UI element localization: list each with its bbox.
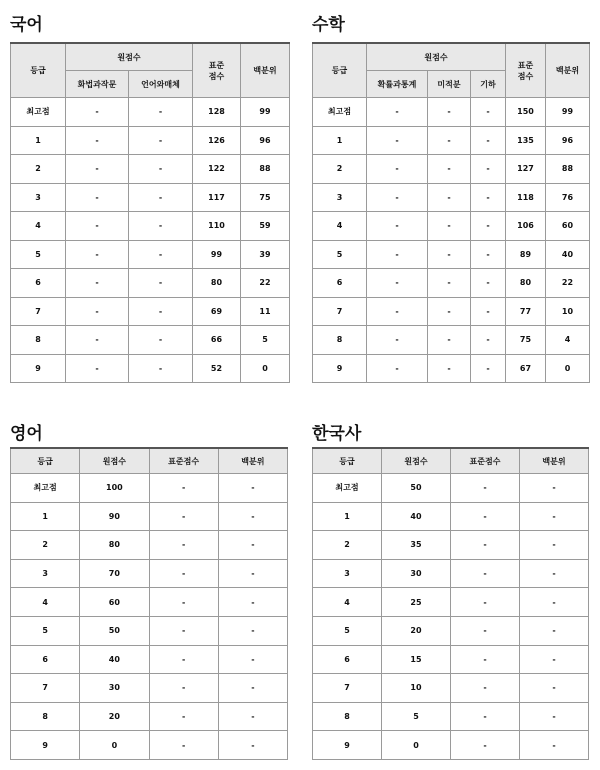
table-cell: 117 xyxy=(193,183,241,212)
table-cell: 0 xyxy=(241,354,290,383)
table-cell: - xyxy=(471,155,506,184)
table-cell: - xyxy=(428,240,471,269)
table-row xyxy=(11,531,288,560)
table-cell: - xyxy=(471,98,506,127)
table-cell: - xyxy=(428,183,471,212)
table-cell: - xyxy=(428,269,471,298)
korean-title: 국어 xyxy=(10,15,43,35)
table-cell: 70 xyxy=(80,559,149,588)
grade-cell: 9 xyxy=(11,354,66,383)
table-row xyxy=(313,474,589,503)
header-pct: 백분위 xyxy=(546,43,590,98)
table-cell: 59 xyxy=(241,212,290,241)
table-row xyxy=(313,645,589,674)
table-row xyxy=(313,674,589,703)
table-row xyxy=(313,326,590,355)
table-cell: - xyxy=(451,702,520,731)
table-cell: - xyxy=(520,731,589,760)
table-row xyxy=(313,531,589,560)
table-cell: 22 xyxy=(546,269,590,298)
table-cell: - xyxy=(367,297,428,326)
header-std: 표준점수 xyxy=(451,448,520,474)
table-cell: - xyxy=(367,183,428,212)
table-cell: - xyxy=(149,474,218,503)
grade-cell: 7 xyxy=(11,674,80,703)
header-sub: 화법과작문 xyxy=(66,71,129,98)
header-sub: 언어와매체 xyxy=(129,71,193,98)
table-cell: 75 xyxy=(241,183,290,212)
table-cell: - xyxy=(129,297,193,326)
table-cell: - xyxy=(520,531,589,560)
table-cell: 10 xyxy=(546,297,590,326)
header-pct: 백분위 xyxy=(241,43,290,98)
table-row xyxy=(11,674,288,703)
table-row xyxy=(11,474,288,503)
header-grade: 등급 xyxy=(11,448,80,474)
table-row xyxy=(11,269,290,298)
table-row xyxy=(11,588,288,617)
header-raw: 원점수 xyxy=(80,448,149,474)
header-pct: 백분위 xyxy=(218,448,287,474)
grade-cell: 8 xyxy=(313,702,382,731)
table-cell: - xyxy=(129,269,193,298)
table-row xyxy=(313,183,590,212)
grade-cell: 8 xyxy=(11,326,66,355)
header-pct: 백분위 xyxy=(520,448,589,474)
table-cell: - xyxy=(451,645,520,674)
grade-cell: 3 xyxy=(313,559,382,588)
grade-cell: 4 xyxy=(313,588,382,617)
table-cell: - xyxy=(471,240,506,269)
table-cell: 122 xyxy=(193,155,241,184)
table-cell: - xyxy=(66,240,129,269)
table-cell: 66 xyxy=(193,326,241,355)
table-cell: 60 xyxy=(546,212,590,241)
table-row xyxy=(11,98,290,127)
table-cell: - xyxy=(451,616,520,645)
table-cell: 88 xyxy=(241,155,290,184)
grade-cell: 5 xyxy=(11,616,80,645)
table-cell: - xyxy=(520,674,589,703)
table-cell: - xyxy=(471,183,506,212)
grade-cell: 2 xyxy=(11,155,66,184)
table-cell: 40 xyxy=(382,502,451,531)
table-cell: - xyxy=(451,731,520,760)
korean-table xyxy=(10,42,290,383)
table-cell: - xyxy=(451,674,520,703)
table-cell: - xyxy=(428,354,471,383)
table-cell: 77 xyxy=(506,297,546,326)
table-row xyxy=(11,297,290,326)
grade-cell: 6 xyxy=(313,645,382,674)
table-row xyxy=(313,155,590,184)
grade-cell: 4 xyxy=(11,212,66,241)
table-cell: 100 xyxy=(80,474,149,503)
grade-cell: 9 xyxy=(313,731,382,760)
table-cell: - xyxy=(218,559,287,588)
table-cell: 80 xyxy=(193,269,241,298)
table-cell: - xyxy=(149,702,218,731)
table-cell: - xyxy=(471,212,506,241)
grade-cell: 7 xyxy=(313,674,382,703)
table-cell: - xyxy=(428,98,471,127)
table-cell: - xyxy=(520,502,589,531)
table-cell: - xyxy=(471,354,506,383)
table-cell: - xyxy=(66,98,129,127)
table-cell: 0 xyxy=(546,354,590,383)
table-cell: - xyxy=(66,155,129,184)
table-row xyxy=(11,559,288,588)
table-cell: 80 xyxy=(506,269,546,298)
table-cell: - xyxy=(428,326,471,355)
table-cell: 76 xyxy=(546,183,590,212)
table-cell: 40 xyxy=(80,645,149,674)
table-cell: - xyxy=(367,98,428,127)
table-cell: 96 xyxy=(546,126,590,155)
table-cell: - xyxy=(218,474,287,503)
grade-cell: 4 xyxy=(11,588,80,617)
grade-cell: 최고점 xyxy=(313,474,382,503)
table-cell: 118 xyxy=(506,183,546,212)
table-row xyxy=(11,502,288,531)
table-row xyxy=(11,155,290,184)
grade-cell: 최고점 xyxy=(11,474,80,503)
table-cell: - xyxy=(129,240,193,269)
english-table xyxy=(10,447,288,760)
table-cell: - xyxy=(367,326,428,355)
math-table xyxy=(312,42,590,383)
table-cell: - xyxy=(66,354,129,383)
table-cell: - xyxy=(66,326,129,355)
table-row xyxy=(11,645,288,674)
header-grade: 등급 xyxy=(313,43,367,98)
table-row xyxy=(11,126,290,155)
table-cell: - xyxy=(451,588,520,617)
table-cell: 126 xyxy=(193,126,241,155)
table-cell: - xyxy=(218,616,287,645)
table-cell: - xyxy=(367,240,428,269)
table-cell: 20 xyxy=(382,616,451,645)
table-cell: - xyxy=(520,588,589,617)
table-cell: 90 xyxy=(80,502,149,531)
table-row xyxy=(313,297,590,326)
table-cell: - xyxy=(471,326,506,355)
table-row xyxy=(313,588,589,617)
table-row xyxy=(313,269,590,298)
table-cell: 99 xyxy=(546,98,590,127)
table-row xyxy=(313,212,590,241)
table-cell: - xyxy=(149,531,218,560)
table-cell: 88 xyxy=(546,155,590,184)
table-cell: 127 xyxy=(506,155,546,184)
table-cell: - xyxy=(218,502,287,531)
table-row xyxy=(313,731,589,760)
grade-cell: 5 xyxy=(11,240,66,269)
table-row xyxy=(313,702,589,731)
grade-cell: 8 xyxy=(313,326,367,355)
table-cell: - xyxy=(129,326,193,355)
table-cell: 40 xyxy=(546,240,590,269)
table-row xyxy=(313,502,589,531)
table-cell: 4 xyxy=(546,326,590,355)
table-cell: - xyxy=(149,731,218,760)
table-row xyxy=(11,731,288,760)
table-cell: - xyxy=(428,212,471,241)
table-cell: - xyxy=(129,212,193,241)
table-row xyxy=(313,126,590,155)
table-row xyxy=(11,183,290,212)
table-cell: - xyxy=(149,645,218,674)
header-grade: 등급 xyxy=(313,448,382,474)
table-cell: - xyxy=(367,354,428,383)
table-row xyxy=(313,616,589,645)
grade-cell: 8 xyxy=(11,702,80,731)
header-grade: 등급 xyxy=(11,43,66,98)
grade-cell: 6 xyxy=(11,645,80,674)
grade-cell: 9 xyxy=(11,731,80,760)
table-cell: 106 xyxy=(506,212,546,241)
math-title: 수학 xyxy=(312,15,345,35)
table-cell: 15 xyxy=(382,645,451,674)
table-cell: - xyxy=(520,616,589,645)
table-cell: - xyxy=(66,183,129,212)
header-raw: 원점수 xyxy=(367,43,506,71)
header-sub: 확률과통계 xyxy=(367,71,428,98)
table-cell: - xyxy=(520,474,589,503)
table-cell: - xyxy=(149,588,218,617)
header-raw: 원점수 xyxy=(66,43,193,71)
table-cell: - xyxy=(471,297,506,326)
table-row xyxy=(313,559,589,588)
header-sub: 기하 xyxy=(471,71,506,98)
table-cell: 11 xyxy=(241,297,290,326)
table-cell: - xyxy=(66,126,129,155)
table-cell: - xyxy=(149,559,218,588)
table-cell: - xyxy=(218,645,287,674)
grade-cell: 최고점 xyxy=(11,98,66,127)
table-cell: 22 xyxy=(241,269,290,298)
table-cell: - xyxy=(129,126,193,155)
table-cell: - xyxy=(451,474,520,503)
table-row xyxy=(11,354,290,383)
table-cell: - xyxy=(367,212,428,241)
table-cell: - xyxy=(451,559,520,588)
header-std: 표준 점수 xyxy=(193,43,241,98)
table-cell: - xyxy=(218,674,287,703)
table-cell: 5 xyxy=(382,702,451,731)
table-row xyxy=(313,98,590,127)
table-cell: 99 xyxy=(241,98,290,127)
table-cell: 52 xyxy=(193,354,241,383)
table-cell: - xyxy=(520,559,589,588)
table-cell: - xyxy=(218,702,287,731)
table-cell: - xyxy=(367,126,428,155)
table-cell: 67 xyxy=(506,354,546,383)
table-cell: 150 xyxy=(506,98,546,127)
grade-cell: 3 xyxy=(313,183,367,212)
table-cell: - xyxy=(428,126,471,155)
grade-cell: 6 xyxy=(313,269,367,298)
table-cell: - xyxy=(66,297,129,326)
table-cell: - xyxy=(520,702,589,731)
table-cell: 75 xyxy=(506,326,546,355)
grade-cell: 3 xyxy=(11,183,66,212)
table-cell: - xyxy=(367,269,428,298)
table-cell: - xyxy=(149,502,218,531)
table-cell: - xyxy=(428,297,471,326)
history-title: 한국사 xyxy=(312,424,362,444)
grade-cell: 1 xyxy=(11,502,80,531)
table-cell: - xyxy=(471,269,506,298)
table-cell: - xyxy=(129,98,193,127)
grade-cell: 2 xyxy=(11,531,80,560)
table-cell: - xyxy=(218,531,287,560)
table-cell: - xyxy=(129,354,193,383)
grade-cell: 1 xyxy=(313,502,382,531)
grade-cell: 1 xyxy=(11,126,66,155)
english-title: 영어 xyxy=(10,424,43,444)
table-row xyxy=(313,240,590,269)
table-cell: - xyxy=(129,155,193,184)
header-std: 표준 점수 xyxy=(506,43,546,98)
table-cell: 5 xyxy=(241,326,290,355)
table-cell: 39 xyxy=(241,240,290,269)
table-cell: 0 xyxy=(80,731,149,760)
grade-cell: 6 xyxy=(11,269,66,298)
table-row xyxy=(11,240,290,269)
header-sub: 미적분 xyxy=(428,71,471,98)
table-cell: 110 xyxy=(193,212,241,241)
grade-cell: 7 xyxy=(11,297,66,326)
grade-cell: 4 xyxy=(313,212,367,241)
grade-cell: 2 xyxy=(313,155,367,184)
table-row xyxy=(11,326,290,355)
table-cell: 30 xyxy=(80,674,149,703)
table-cell: - xyxy=(149,674,218,703)
table-cell: - xyxy=(451,502,520,531)
header-std: 표준점수 xyxy=(149,448,218,474)
table-cell: - xyxy=(428,155,471,184)
table-cell: 135 xyxy=(506,126,546,155)
grade-cell: 1 xyxy=(313,126,367,155)
table-cell: - xyxy=(66,269,129,298)
header-raw: 원점수 xyxy=(382,448,451,474)
table-cell: 50 xyxy=(80,616,149,645)
table-cell: 99 xyxy=(193,240,241,269)
table-cell: - xyxy=(520,645,589,674)
table-cell: 128 xyxy=(193,98,241,127)
table-cell: 69 xyxy=(193,297,241,326)
table-cell: - xyxy=(66,212,129,241)
table-cell: 80 xyxy=(80,531,149,560)
grade-cell: 7 xyxy=(313,297,367,326)
table-row xyxy=(313,354,590,383)
table-cell: - xyxy=(218,731,287,760)
table-cell: 30 xyxy=(382,559,451,588)
grade-cell: 9 xyxy=(313,354,367,383)
table-cell: 89 xyxy=(506,240,546,269)
grade-cell: 2 xyxy=(313,531,382,560)
table-cell: 25 xyxy=(382,588,451,617)
table-cell: 96 xyxy=(241,126,290,155)
grade-cell: 5 xyxy=(313,240,367,269)
table-cell: 20 xyxy=(80,702,149,731)
grade-cell: 최고점 xyxy=(313,98,367,127)
table-cell: 0 xyxy=(382,731,451,760)
grade-cell: 3 xyxy=(11,559,80,588)
table-cell: 50 xyxy=(382,474,451,503)
table-row xyxy=(11,212,290,241)
table-cell: - xyxy=(129,183,193,212)
table-row xyxy=(11,616,288,645)
table-cell: 35 xyxy=(382,531,451,560)
grade-cell: 5 xyxy=(313,616,382,645)
table-cell: 60 xyxy=(80,588,149,617)
table-cell: 10 xyxy=(382,674,451,703)
table-cell: - xyxy=(367,155,428,184)
table-cell: - xyxy=(149,616,218,645)
table-cell: - xyxy=(471,126,506,155)
table-row xyxy=(11,702,288,731)
table-cell: - xyxy=(218,588,287,617)
table-cell: - xyxy=(451,531,520,560)
history-table xyxy=(312,447,589,760)
